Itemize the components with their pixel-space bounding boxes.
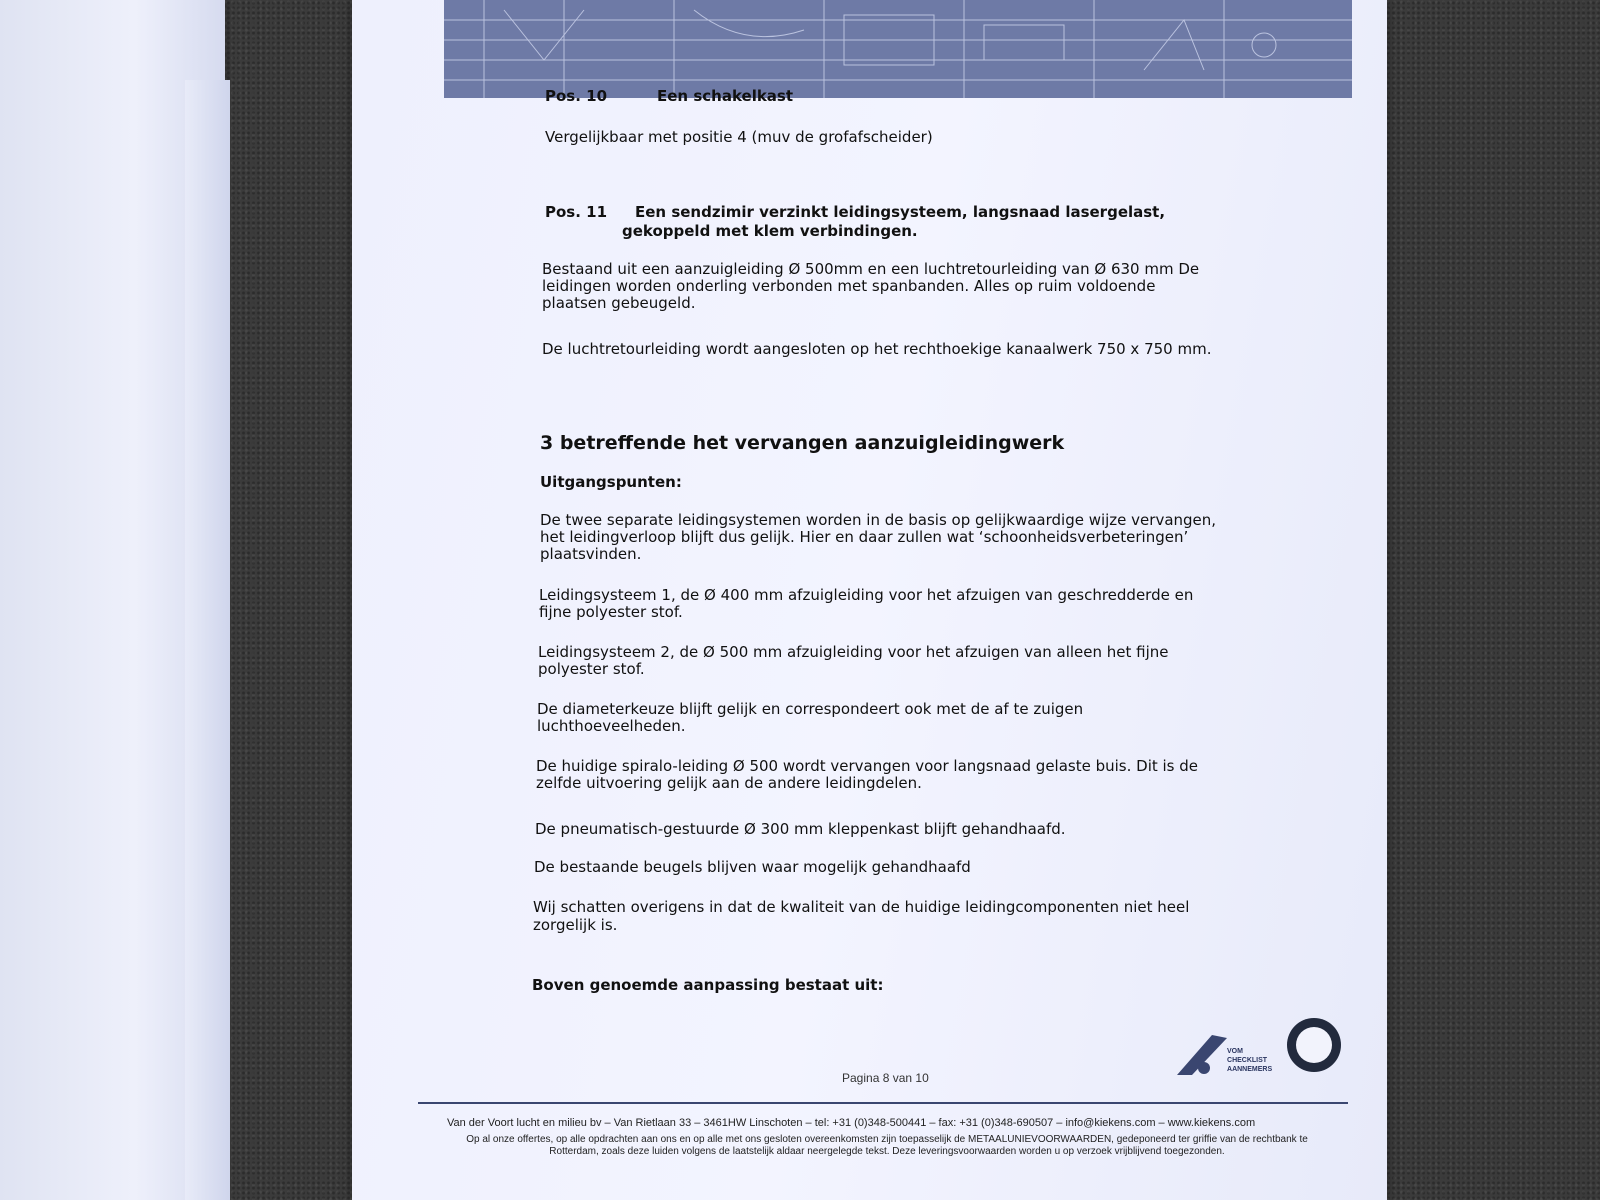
certification-seal-icon <box>1287 1018 1341 1072</box>
closing-line: Boven genoemde aanpassing bestaat uit: <box>532 976 884 994</box>
paragraph-5 <box>536 758 1198 792</box>
pos11-paragraph-1 <box>542 261 1199 312</box>
pos11-paragraph-2: De luchtretourleiding wordt aangesloten op het rechthoekige kanaalwerk 750 x 750 mm. <box>542 340 1212 358</box>
pos10-heading <box>545 87 793 105</box>
background-paper-edge <box>185 80 230 1200</box>
vca-line-3: AANNEMERS <box>1227 1066 1273 1073</box>
paragraph-7: De bestaande beugels blijven waar mogelijk gehandhaafd <box>534 858 971 876</box>
section-subheading: Uitgangspunten: <box>540 473 682 491</box>
text-line: polyester stof. <box>538 660 645 678</box>
document-page <box>352 0 1387 1200</box>
text-line: Bestaand uit een aanzuigleiding Ø 500mm en een luchtretourleiding van Ø 630 mm De <box>542 260 1200 278</box>
pos10-title: Een schakelkast <box>657 87 794 105</box>
paragraph-8 <box>533 898 1189 934</box>
text-line: zelfde uitvoering gelijk aan de andere leidingdelen. <box>536 774 922 792</box>
text-line: plaatsvinden. <box>540 545 642 563</box>
text-line: fijne polyester stof. <box>539 603 683 621</box>
footer-terms: Op al onze offertes, op alle opdrachten aan ons en op alle met ons gesloten overeenkomsten zijn toepasselijk de METAALUNIEVOORWAARDEN, gedeponeerd ter griffie van de rechtbank te Rotterdam, zoals deze luiden volgens de laatstelijk aldaar neergelegde tekst. Deze leveringsvoorwaarden worden u op verzoek vrijblijvend toegezonden. <box>466 1134 1308 1157</box>
paragraph-4 <box>537 701 1083 735</box>
text-line: Wij schatten overigens in dat de kwaliteit van de huidige leidingcomponenten niet heel <box>533 898 1190 916</box>
vca-logo-icon <box>1172 1030 1232 1080</box>
technical-drawing-graphic <box>444 0 1352 98</box>
pos11-heading <box>545 203 1165 221</box>
paragraph-1 <box>540 512 1216 563</box>
text-line: De huidige spiralo-leiding Ø 500 wordt vervangen voor langsnaad gelaste buis. Dit is de <box>536 757 1199 775</box>
paragraph-2 <box>539 587 1193 621</box>
text-line: het leidingverloop blijft dus gelijk. Hier en daar zullen wat ‘schoonheidsverbeteringen’ <box>540 528 1189 546</box>
footer-rule <box>418 1102 1348 1104</box>
text-line: Leidingsysteem 1, de Ø 400 mm afzuigleiding voor het afzuigen van geschredderde en <box>539 586 1194 604</box>
pos11-title-line2: gekoppeld met klem verbindingen. <box>622 222 918 240</box>
text-line: luchthoeveelheden. <box>537 717 686 735</box>
text-line: De diameterkeuze blijft gelijk en correspondeert ook met de af te zuigen <box>537 700 1084 718</box>
footer-company-info: Van der Voort lucht en milieu bv – Van Rietlaan 33 – 3461HW Linschoten – tel: +31 (0)348-500441 – fax: +31 (0)348-690507 – info@kiekens.com – www.kiekens.com <box>447 1117 1256 1129</box>
vca-line-2: CHECKLIST <box>1227 1057 1268 1064</box>
vca-logo-text <box>1227 1047 1272 1074</box>
paragraph-3 <box>538 644 1169 678</box>
text-line: plaatsen gebeugeld. <box>542 294 696 312</box>
page-number: Pagina 8 van 10 <box>842 1071 929 1085</box>
pos10-text: Vergelijkbaar met positie 4 (muv de grofafscheider) <box>545 128 933 146</box>
pos11-number: Pos. 11 <box>545 203 608 221</box>
header-banner-technical-drawing <box>444 0 1352 98</box>
text-line: De twee separate leidingsystemen worden in de basis op gelijkwaardige wijze vervangen, <box>540 511 1217 529</box>
pos11-title-line1: Een sendzimir verzinkt leidingsysteem, langsnaad lasergelast, <box>635 203 1166 221</box>
vca-line-1: VOM <box>1227 1048 1243 1055</box>
pos10-number: Pos. 10 <box>545 87 608 105</box>
section-heading: 3 betreffende het vervangen aanzuigleidingwerk <box>540 432 1065 454</box>
text-line: zorgelijk is. <box>533 916 618 934</box>
text-line: Leidingsysteem 2, de Ø 500 mm afzuigleiding voor het afzuigen van alleen het fijne <box>538 643 1169 661</box>
paragraph-6: De pneumatisch-gestuurde Ø 300 mm kleppenkast blijft gehandhaafd. <box>535 820 1066 838</box>
text-line: leidingen worden onderling verbonden met spanbanden. Alles op ruim voldoende <box>542 277 1156 295</box>
